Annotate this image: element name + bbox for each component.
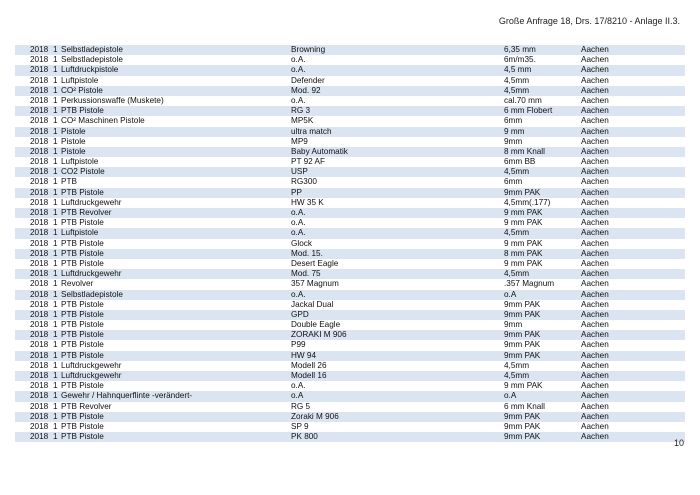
model-cell: Zoraki M 906 <box>291 411 339 421</box>
model-cell: ultra match <box>291 126 332 136</box>
city-cell: Aachen <box>581 187 609 197</box>
table-row <box>15 106 685 116</box>
weapon-type-cell: PTB Pistole <box>61 248 104 258</box>
model-cell: o.A. <box>291 218 306 228</box>
year-cell: 2018 <box>30 381 49 391</box>
caliber-cell: 9 mm PAK <box>504 218 543 228</box>
weapon-type-cell: PTB Pistole <box>61 218 104 228</box>
weapon-type-cell: PTB Pistole <box>61 411 104 421</box>
model-cell: RG 3 <box>291 106 311 116</box>
year-cell: 2018 <box>30 299 49 309</box>
city-cell: Aachen <box>581 350 609 360</box>
weapon-type-cell: PTB Revolver <box>61 401 112 411</box>
city-cell: Aachen <box>581 228 609 238</box>
year-cell: 2018 <box>30 218 49 228</box>
city-cell: Aachen <box>581 401 609 411</box>
count-cell: 1 <box>53 116 58 126</box>
table-row <box>15 188 685 198</box>
table-row <box>15 381 685 391</box>
year-cell: 2018 <box>30 126 49 136</box>
caliber-cell: 9 mm PAK <box>504 381 543 391</box>
count-cell: 1 <box>53 401 58 411</box>
year-cell: 2018 <box>30 116 49 126</box>
city-cell: Aachen <box>581 330 609 340</box>
caliber-cell: 9mm PAK <box>504 187 541 197</box>
model-cell: o.A. <box>291 95 306 105</box>
table-row <box>15 351 685 361</box>
table-row <box>15 116 685 126</box>
table-row <box>15 340 685 350</box>
city-cell: Aachen <box>581 218 609 228</box>
model-cell: ZORAKI M 906 <box>291 330 347 340</box>
count-cell: 1 <box>53 258 58 268</box>
year-cell: 2018 <box>30 330 49 340</box>
weapon-type-cell: Luftdruckgewehr <box>61 197 122 207</box>
weapon-type-cell: Luftpistole <box>61 228 99 238</box>
weapon-type-cell: Luftpistole <box>61 157 99 167</box>
model-cell: Double Eagle <box>291 320 341 330</box>
count-cell: 1 <box>53 177 58 187</box>
table-row <box>15 208 685 218</box>
weapon-type-cell: PTB Pistole <box>61 432 104 442</box>
model-cell: PK 800 <box>291 432 318 442</box>
page-number: 10 <box>673 438 684 448</box>
weapon-type-cell: Selbstladepistole <box>61 45 123 54</box>
caliber-cell: 4,5mm <box>504 75 530 85</box>
caliber-cell: 4,5mm <box>504 85 530 95</box>
count-cell: 1 <box>53 45 58 54</box>
count-cell: 1 <box>53 421 58 431</box>
model-cell: Jackal Dual <box>291 299 334 309</box>
year-cell: 2018 <box>30 187 49 197</box>
table-row <box>15 391 685 401</box>
year-cell: 2018 <box>30 309 49 319</box>
model-cell: Mod. 75 <box>291 269 321 279</box>
city-cell: Aachen <box>581 411 609 421</box>
weapon-type-cell: Pistole <box>61 136 86 146</box>
city-cell: Aachen <box>581 85 609 95</box>
model-cell: o.A. <box>291 289 306 299</box>
caliber-cell: 9 mm PAK <box>504 208 543 217</box>
count-cell: 1 <box>53 340 58 350</box>
weapon-type-cell: Revolver <box>61 279 94 289</box>
city-cell: Aachen <box>581 75 609 85</box>
caliber-cell: 4,5mm <box>504 371 530 380</box>
model-cell: HW 94 <box>291 350 317 360</box>
count-cell: 1 <box>53 279 58 289</box>
weapon-type-cell: PTB Pistole <box>61 187 104 197</box>
model-cell: Desert Eagle <box>291 258 339 268</box>
model-cell: PP <box>291 187 302 197</box>
city-cell: Aachen <box>581 126 609 136</box>
caliber-cell: 4,5mm <box>504 360 530 370</box>
table-row <box>15 300 685 310</box>
year-cell: 2018 <box>30 208 49 217</box>
weapon-type-cell: Gewehr / Hahnquerflinte -verändert- <box>61 391 193 401</box>
caliber-cell: 6mm <box>504 116 523 126</box>
table-row <box>15 76 685 86</box>
year-cell: 2018 <box>30 432 49 442</box>
table-row <box>15 218 685 228</box>
model-cell: RG 5 <box>291 401 311 411</box>
table-row <box>15 127 685 137</box>
model-cell: MP9 <box>291 136 308 146</box>
weapon-type-cell: PTB <box>61 177 77 187</box>
caliber-cell: 4,5mm <box>504 228 530 238</box>
weapon-type-cell: Pistole <box>61 126 86 136</box>
count-cell: 1 <box>53 65 58 75</box>
caliber-cell: 6m/m35. <box>504 55 536 65</box>
model-cell: RG300 <box>291 177 317 187</box>
year-cell: 2018 <box>30 360 49 370</box>
count-cell: 1 <box>53 320 58 330</box>
caliber-cell: 9 mm PAK <box>504 258 543 268</box>
caliber-cell: o.A <box>504 391 517 401</box>
year-cell: 2018 <box>30 85 49 95</box>
weapon-type-cell: PTB Pistole <box>61 340 104 350</box>
city-cell: Aachen <box>581 95 609 105</box>
count-cell: 1 <box>53 157 58 167</box>
weapon-type-cell: Luftdruckgewehr <box>61 360 122 370</box>
table-row <box>15 147 685 157</box>
count-cell: 1 <box>53 95 58 105</box>
weapon-type-cell: Luftdruckpistole <box>61 65 119 75</box>
city-cell: Aachen <box>581 136 609 146</box>
caliber-cell: 9mm PAK <box>504 411 541 421</box>
city-cell: Aachen <box>581 177 609 187</box>
caliber-cell: 9mm PAK <box>504 421 541 431</box>
table-row <box>15 228 685 238</box>
year-cell: 2018 <box>30 238 49 248</box>
weapon-type-cell: PTB Pistole <box>61 350 104 360</box>
model-cell: MP5K <box>291 116 314 126</box>
city-cell: Aachen <box>581 360 609 370</box>
table-row <box>15 432 685 442</box>
caliber-cell: 4,5mm(.177) <box>504 197 551 207</box>
caliber-cell: 4,5mm <box>504 269 530 279</box>
weapon-type-cell: Luftdruckgewehr <box>61 269 122 279</box>
city-cell: Aachen <box>581 238 609 248</box>
table-row <box>15 239 685 249</box>
caliber-cell: 4,5 mm <box>504 65 532 75</box>
caliber-cell: 9mm <box>504 320 523 330</box>
year-cell: 2018 <box>30 340 49 350</box>
table-row <box>15 96 685 106</box>
model-cell: o.A. <box>291 55 306 65</box>
year-cell: 2018 <box>30 401 49 411</box>
caliber-cell: 9 mm PAK <box>504 238 543 248</box>
city-cell: Aachen <box>581 371 609 380</box>
city-cell: Aachen <box>581 340 609 350</box>
year-cell: 2018 <box>30 421 49 431</box>
weapon-type-cell: PTB Pistole <box>61 299 104 309</box>
weapon-type-cell: Selbstladepistole <box>61 55 123 65</box>
year-cell: 2018 <box>30 167 49 177</box>
table-row <box>15 320 685 330</box>
model-cell: Mod. 15. <box>291 248 323 258</box>
count-cell: 1 <box>53 248 58 258</box>
caliber-cell: 9mm PAK <box>504 340 541 350</box>
count-cell: 1 <box>53 146 58 156</box>
count-cell: 1 <box>53 75 58 85</box>
year-cell: 2018 <box>30 258 49 268</box>
caliber-cell: 6,35 mm <box>504 45 536 54</box>
weapon-type-cell: PTB Pistole <box>61 330 104 340</box>
model-cell: P99 <box>291 340 306 350</box>
table-row <box>15 249 685 259</box>
year-cell: 2018 <box>30 228 49 238</box>
caliber-cell: 8 mm Knall <box>504 146 545 156</box>
table-row <box>15 55 685 65</box>
city-cell: Aachen <box>581 248 609 258</box>
document-header: Große Anfrage 18, Drs. 17/8210 - Anlage II.3. <box>498 16 680 26</box>
year-cell: 2018 <box>30 55 49 65</box>
year-cell: 2018 <box>30 391 49 401</box>
caliber-cell: 6mm BB <box>504 157 536 167</box>
count-cell: 1 <box>53 432 58 442</box>
year-cell: 2018 <box>30 197 49 207</box>
count-cell: 1 <box>53 55 58 65</box>
city-cell: Aachen <box>581 55 609 65</box>
model-cell: Glock <box>291 238 312 248</box>
table-row <box>15 137 685 147</box>
year-cell: 2018 <box>30 177 49 187</box>
count-cell: 1 <box>53 289 58 299</box>
year-cell: 2018 <box>30 371 49 380</box>
count-cell: 1 <box>53 350 58 360</box>
weapon-type-cell: Selbstladepistole <box>61 289 123 299</box>
year-cell: 2018 <box>30 136 49 146</box>
weapon-type-cell: PTB Pistole <box>61 309 104 319</box>
city-cell: Aachen <box>581 106 609 116</box>
year-cell: 2018 <box>30 75 49 85</box>
table-row <box>15 371 685 381</box>
count-cell: 1 <box>53 309 58 319</box>
model-cell: Baby Automatik <box>291 146 348 156</box>
caliber-cell: 9 mm <box>504 126 525 136</box>
year-cell: 2018 <box>30 65 49 75</box>
caliber-cell: o.A <box>504 289 517 299</box>
caliber-cell: 9mm PAK <box>504 299 541 309</box>
model-cell: HW 35 K <box>291 197 324 207</box>
city-cell: Aachen <box>581 45 609 54</box>
table-row <box>15 330 685 340</box>
year-cell: 2018 <box>30 350 49 360</box>
table-row <box>15 86 685 96</box>
caliber-cell: 4,5mm <box>504 167 530 177</box>
city-cell: Aachen <box>581 167 609 177</box>
weapon-type-cell: PTB Revolver <box>61 208 112 217</box>
year-cell: 2018 <box>30 95 49 105</box>
count-cell: 1 <box>53 330 58 340</box>
year-cell: 2018 <box>30 411 49 421</box>
weapon-type-cell: Luftdruckgewehr <box>61 371 122 380</box>
table-row <box>15 259 685 269</box>
weapon-type-cell: PTB Pistole <box>61 106 104 116</box>
city-cell: Aachen <box>581 65 609 75</box>
table-row <box>15 290 685 300</box>
count-cell: 1 <box>53 136 58 146</box>
weapon-type-cell: CO² Maschinen Pistole <box>61 116 145 126</box>
weapons-table <box>15 45 685 442</box>
city-cell: Aachen <box>581 208 609 217</box>
weapon-type-cell: CO² Pistole <box>61 85 103 95</box>
caliber-cell: 9mm PAK <box>504 330 541 340</box>
city-cell: Aachen <box>581 116 609 126</box>
city-cell: Aachen <box>581 258 609 268</box>
count-cell: 1 <box>53 187 58 197</box>
model-cell: SP 9 <box>291 421 309 431</box>
model-cell: o.A <box>291 391 304 401</box>
city-cell: Aachen <box>581 289 609 299</box>
model-cell: Defender <box>291 75 325 85</box>
model-cell: o.A. <box>291 381 306 391</box>
model-cell: GPD <box>291 309 309 319</box>
count-cell: 1 <box>53 391 58 401</box>
weapon-type-cell: Luftpistole <box>61 75 99 85</box>
city-cell: Aachen <box>581 269 609 279</box>
count-cell: 1 <box>53 85 58 95</box>
city-cell: Aachen <box>581 432 609 442</box>
city-cell: Aachen <box>581 391 609 401</box>
model-cell: o.A. <box>291 228 306 238</box>
model-cell: Modell 26 <box>291 360 327 370</box>
year-cell: 2018 <box>30 269 49 279</box>
model-cell: Mod. 92 <box>291 85 321 95</box>
model-cell: o.A. <box>291 65 306 75</box>
caliber-cell: .357 Magnum <box>504 279 555 289</box>
model-cell: o.A. <box>291 208 306 217</box>
caliber-cell: 6 mm Knall <box>504 401 545 411</box>
table-row <box>15 65 685 75</box>
year-cell: 2018 <box>30 106 49 116</box>
year-cell: 2018 <box>30 289 49 299</box>
caliber-cell: 9mm PAK <box>504 309 541 319</box>
count-cell: 1 <box>53 197 58 207</box>
city-cell: Aachen <box>581 309 609 319</box>
caliber-cell: 9mm PAK <box>504 350 541 360</box>
year-cell: 2018 <box>30 248 49 258</box>
year-cell: 2018 <box>30 320 49 330</box>
count-cell: 1 <box>53 299 58 309</box>
table-row <box>15 157 685 167</box>
count-cell: 1 <box>53 228 58 238</box>
model-cell: PT 92 AF <box>291 157 325 167</box>
year-cell: 2018 <box>30 146 49 156</box>
year-cell: 2018 <box>30 279 49 289</box>
table-row <box>15 269 685 279</box>
model-cell: 357 Magnum <box>291 279 339 289</box>
weapon-type-cell: PTB Pistole <box>61 238 104 248</box>
table-row <box>15 361 685 371</box>
count-cell: 1 <box>53 218 58 228</box>
table-row <box>15 198 685 208</box>
table-row <box>15 279 685 289</box>
city-cell: Aachen <box>581 320 609 330</box>
caliber-cell: cal.70 mm <box>504 95 542 105</box>
caliber-cell: 9mm <box>504 136 523 146</box>
count-cell: 1 <box>53 106 58 116</box>
count-cell: 1 <box>53 360 58 370</box>
city-cell: Aachen <box>581 157 609 167</box>
table-row <box>15 402 685 412</box>
count-cell: 1 <box>53 269 58 279</box>
model-cell: Modell 16 <box>291 371 327 380</box>
city-cell: Aachen <box>581 421 609 431</box>
table-row <box>15 412 685 422</box>
table-row <box>15 310 685 320</box>
weapon-type-cell: PTB Pistole <box>61 421 104 431</box>
count-cell: 1 <box>53 238 58 248</box>
caliber-cell: 9mm PAK <box>504 432 541 442</box>
city-cell: Aachen <box>581 279 609 289</box>
count-cell: 1 <box>53 371 58 380</box>
city-cell: Aachen <box>581 197 609 207</box>
weapon-type-cell: CO2 Pistole <box>61 167 105 177</box>
city-cell: Aachen <box>581 146 609 156</box>
count-cell: 1 <box>53 381 58 391</box>
count-cell: 1 <box>53 126 58 136</box>
model-cell: Browning <box>291 45 326 54</box>
city-cell: Aachen <box>581 299 609 309</box>
count-cell: 1 <box>53 208 58 217</box>
model-cell: USP <box>291 167 308 177</box>
caliber-cell: 6mm <box>504 177 523 187</box>
count-cell: 1 <box>53 411 58 421</box>
weapon-type-cell: PTB Pistole <box>61 320 104 330</box>
weapon-type-cell: Pistole <box>61 146 86 156</box>
table-row <box>15 422 685 432</box>
weapon-type-cell: PTB Pistole <box>61 258 104 268</box>
year-cell: 2018 <box>30 157 49 167</box>
caliber-cell: 6 mm Flobert <box>504 106 553 116</box>
weapon-type-cell: PTB Pistole <box>61 381 104 391</box>
caliber-cell: 8 mm PAK <box>504 248 543 258</box>
table-row <box>15 177 685 187</box>
city-cell: Aachen <box>581 381 609 391</box>
count-cell: 1 <box>53 167 58 177</box>
table-row <box>15 167 685 177</box>
year-cell: 2018 <box>30 45 49 54</box>
table-row <box>15 45 685 55</box>
weapon-type-cell: Perkussionswaffe (Muskete) <box>61 95 164 105</box>
